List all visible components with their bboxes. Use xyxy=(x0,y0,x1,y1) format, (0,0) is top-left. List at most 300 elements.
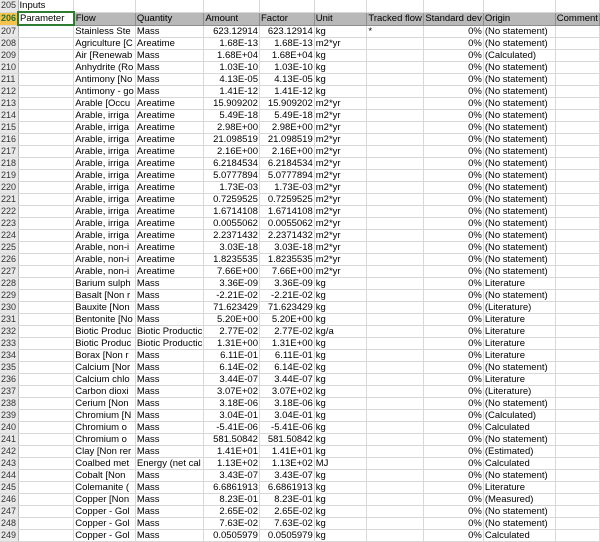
unit-cell[interactable]: kg xyxy=(314,385,367,397)
unit-cell[interactable]: m2*yr xyxy=(314,193,367,205)
header-cell-origin[interactable]: Origin xyxy=(483,12,555,25)
origin-cell[interactable]: (Calculated) xyxy=(483,409,555,421)
tracked-flow-cell[interactable] xyxy=(367,469,424,481)
factor-cell[interactable]: 581.50842 xyxy=(259,433,314,445)
amount-cell[interactable]: 6.2184534 xyxy=(204,157,260,169)
cell[interactable] xyxy=(259,0,314,12)
parameter-cell[interactable] xyxy=(18,529,74,541)
amount-cell[interactable]: 5.20E+00 xyxy=(204,313,260,325)
factor-cell[interactable]: 1.31E+00 xyxy=(259,337,314,349)
factor-cell[interactable]: 1.68E+04 xyxy=(259,49,314,61)
quantity-cell[interactable]: Areatime xyxy=(135,193,203,205)
flow-cell[interactable]: Chromium o xyxy=(74,433,136,445)
flow-cell[interactable]: Arable, irriga xyxy=(74,205,136,217)
header-cell-flow[interactable]: Flow xyxy=(74,12,136,25)
amount-cell[interactable]: -5.41E-06 xyxy=(204,421,260,433)
standard-deviation-cell[interactable]: 0% xyxy=(424,325,484,337)
row-number[interactable]: 216 xyxy=(1,133,17,144)
factor-cell[interactable]: 1.13E+02 xyxy=(259,457,314,469)
tracked-flow-cell[interactable] xyxy=(367,517,424,529)
amount-cell[interactable]: 1.6714108 xyxy=(204,205,260,217)
unit-cell[interactable]: kg xyxy=(314,469,367,481)
comment-cell[interactable] xyxy=(555,409,599,421)
parameter-cell[interactable] xyxy=(18,205,74,217)
origin-cell[interactable]: Literature xyxy=(483,313,555,325)
comment-cell[interactable] xyxy=(555,265,599,277)
comment-cell[interactable] xyxy=(555,229,599,241)
origin-cell[interactable]: (No statement) xyxy=(483,205,555,217)
unit-cell[interactable]: m2*yr xyxy=(314,217,367,229)
origin-cell[interactable]: Literature xyxy=(483,277,555,289)
parameter-cell[interactable] xyxy=(18,193,74,205)
amount-cell[interactable]: 581.50842 xyxy=(204,433,260,445)
tracked-flow-cell[interactable] xyxy=(367,157,424,169)
origin-cell[interactable]: (No statement) xyxy=(483,25,555,37)
flow-cell[interactable]: Copper - Gol xyxy=(74,505,136,517)
amount-cell[interactable]: 0.0505979 xyxy=(204,529,260,541)
origin-cell[interactable]: (No statement) xyxy=(483,217,555,229)
unit-cell[interactable]: m2*yr xyxy=(314,37,367,49)
comment-cell[interactable] xyxy=(555,133,599,145)
parameter-cell[interactable] xyxy=(18,97,74,109)
comment-cell[interactable] xyxy=(555,181,599,193)
flow-cell[interactable]: Stainless Ste xyxy=(74,25,136,37)
flow-cell[interactable]: Bauxite [Non xyxy=(74,301,136,313)
header-cell-amount[interactable]: Amount xyxy=(204,12,260,25)
factor-cell[interactable]: 2.2371432 xyxy=(259,229,314,241)
factor-cell[interactable]: 3.43E-07 xyxy=(259,469,314,481)
row-number[interactable]: 230 xyxy=(1,301,17,312)
factor-cell[interactable]: 1.68E-13 xyxy=(259,37,314,49)
origin-cell[interactable]: Literature xyxy=(483,325,555,337)
comment-cell[interactable] xyxy=(555,241,599,253)
standard-deviation-cell[interactable]: 0% xyxy=(424,37,484,49)
flow-cell[interactable]: Arable, non-i xyxy=(74,241,136,253)
row-number[interactable]: 229 xyxy=(1,289,17,300)
standard-deviation-cell[interactable]: 0% xyxy=(424,109,484,121)
standard-deviation-cell[interactable]: 0% xyxy=(424,349,484,361)
quantity-cell[interactable]: Mass xyxy=(135,25,203,37)
tracked-flow-cell[interactable] xyxy=(367,253,424,265)
parameter-cell[interactable] xyxy=(18,373,74,385)
flow-cell[interactable]: Bentonite [No xyxy=(74,313,136,325)
factor-cell[interactable]: 6.14E-02 xyxy=(259,361,314,373)
header-cell-comment[interactable]: Comment xyxy=(556,13,598,24)
tracked-flow-cell[interactable]: * xyxy=(367,25,424,37)
flow-cell[interactable]: Arable, irriga xyxy=(74,181,136,193)
parameter-cell[interactable] xyxy=(18,25,74,37)
standard-deviation-cell[interactable]: 0% xyxy=(424,157,484,169)
amount-cell[interactable]: 1.31E+00 xyxy=(204,337,260,349)
origin-cell[interactable]: (No statement) xyxy=(483,361,555,373)
quantity-cell[interactable]: Mass xyxy=(135,301,203,313)
tracked-flow-cell[interactable] xyxy=(367,433,424,445)
unit-cell[interactable]: kg xyxy=(314,25,367,37)
flow-cell[interactable]: Antimony [No xyxy=(74,73,136,85)
factor-cell[interactable]: 1.73E-03 xyxy=(259,181,314,193)
quantity-cell[interactable]: Mass xyxy=(135,349,203,361)
comment-cell[interactable] xyxy=(555,61,599,73)
flow-cell[interactable]: Arable, irriga xyxy=(74,157,136,169)
unit-cell[interactable]: kg xyxy=(314,421,367,433)
comment-cell[interactable] xyxy=(555,301,599,313)
parameter-cell[interactable] xyxy=(18,73,74,85)
parameter-cell[interactable] xyxy=(18,421,74,433)
comment-cell[interactable] xyxy=(555,421,599,433)
parameter-cell[interactable] xyxy=(18,109,74,121)
standard-deviation-cell[interactable]: 0% xyxy=(424,25,484,37)
row-number[interactable]: 208 xyxy=(1,37,17,48)
tracked-flow-cell[interactable] xyxy=(367,361,424,373)
parameter-cell[interactable] xyxy=(18,181,74,193)
amount-cell[interactable]: 1.13E+02 xyxy=(204,457,260,469)
row-number[interactable]: 246 xyxy=(1,493,17,504)
tracked-flow-cell[interactable] xyxy=(367,325,424,337)
standard-deviation-cell[interactable]: 0% xyxy=(424,289,484,301)
quantity-cell[interactable]: Areatime xyxy=(135,229,203,241)
tracked-flow-cell[interactable] xyxy=(367,529,424,541)
quantity-cell[interactable]: Areatime xyxy=(135,157,203,169)
unit-cell[interactable]: kg xyxy=(314,481,367,493)
flow-cell[interactable]: Arable, non-i xyxy=(74,265,136,277)
amount-cell[interactable]: 2.77E-02 xyxy=(204,325,260,337)
amount-cell[interactable]: 6.11E-01 xyxy=(204,349,260,361)
factor-cell[interactable]: 21.098519 xyxy=(259,133,314,145)
factor-cell[interactable]: 0.0505979 xyxy=(259,529,314,541)
amount-cell[interactable]: 6.6861913 xyxy=(204,481,260,493)
standard-deviation-cell[interactable]: 0% xyxy=(424,85,484,97)
amount-cell[interactable]: 3.07E+02 xyxy=(204,385,260,397)
row-number[interactable]: 236 xyxy=(1,373,17,384)
tracked-flow-cell[interactable] xyxy=(367,265,424,277)
origin-cell[interactable]: Literature xyxy=(483,481,555,493)
origin-cell[interactable]: (No statement) xyxy=(483,253,555,265)
amount-cell[interactable]: 2.98E+00 xyxy=(204,121,260,133)
quantity-cell[interactable]: Mass xyxy=(135,517,203,529)
tracked-flow-cell[interactable] xyxy=(367,241,424,253)
flow-cell[interactable]: Copper - Gol xyxy=(74,529,136,541)
tracked-flow-cell[interactable] xyxy=(367,397,424,409)
parameter-cell[interactable] xyxy=(18,61,74,73)
tracked-flow-cell[interactable] xyxy=(367,133,424,145)
row-number[interactable]: 240 xyxy=(1,421,17,432)
factor-cell[interactable]: -2.21E-02 xyxy=(259,289,314,301)
quantity-cell[interactable]: Mass xyxy=(135,85,203,97)
standard-deviation-cell[interactable]: 0% xyxy=(424,313,484,325)
flow-cell[interactable]: Cerium [Non xyxy=(74,397,136,409)
origin-cell[interactable]: (No statement) xyxy=(483,265,555,277)
standard-deviation-cell[interactable]: 0% xyxy=(424,493,484,505)
unit-cell[interactable]: m2*yr xyxy=(314,109,367,121)
comment-cell[interactable] xyxy=(555,205,599,217)
tracked-flow-cell[interactable] xyxy=(367,409,424,421)
parameter-cell[interactable] xyxy=(18,337,74,349)
quantity-cell[interactable]: Mass xyxy=(135,313,203,325)
quantity-cell[interactable]: Mass xyxy=(135,445,203,457)
row-number[interactable]: 210 xyxy=(1,61,17,72)
origin-cell[interactable]: Calculated xyxy=(483,421,555,433)
parameter-cell[interactable] xyxy=(18,277,74,289)
origin-cell[interactable]: (Literature) xyxy=(483,385,555,397)
unit-cell[interactable]: kg xyxy=(314,433,367,445)
standard-deviation-cell[interactable]: 0% xyxy=(424,373,484,385)
tracked-flow-cell[interactable] xyxy=(367,457,424,469)
flow-cell[interactable]: Biotic Produc xyxy=(74,325,136,337)
flow-cell[interactable]: Calcium chlo xyxy=(74,373,136,385)
parameter-cell[interactable] xyxy=(18,85,74,97)
comment-cell[interactable] xyxy=(555,313,599,325)
comment-cell[interactable] xyxy=(555,25,599,37)
amount-cell[interactable]: 21.098519 xyxy=(204,133,260,145)
standard-deviation-cell[interactable]: 0% xyxy=(424,517,484,529)
comment-cell[interactable] xyxy=(555,361,599,373)
flow-cell[interactable]: Copper [Non xyxy=(74,493,136,505)
quantity-cell[interactable]: Areatime xyxy=(135,253,203,265)
quantity-cell[interactable]: Areatime xyxy=(135,241,203,253)
flow-cell[interactable]: Barium sulph xyxy=(74,277,136,289)
quantity-cell[interactable]: Energy (net cal xyxy=(135,457,203,469)
factor-cell[interactable]: 623.12914 xyxy=(259,25,314,37)
unit-cell[interactable]: kg/a xyxy=(314,325,367,337)
unit-cell[interactable]: kg xyxy=(314,49,367,61)
unit-cell[interactable]: kg xyxy=(314,445,367,457)
unit-cell[interactable]: kg xyxy=(314,313,367,325)
factor-cell[interactable]: 3.18E-06 xyxy=(259,397,314,409)
row-number[interactable]: 220 xyxy=(1,181,17,192)
parameter-cell[interactable] xyxy=(18,409,74,421)
factor-cell[interactable]: 6.11E-01 xyxy=(259,349,314,361)
standard-deviation-cell[interactable]: 0% xyxy=(424,361,484,373)
parameter-cell[interactable] xyxy=(18,481,74,493)
quantity-cell[interactable]: Mass xyxy=(135,73,203,85)
flow-cell[interactable]: Agriculture [C xyxy=(74,37,136,49)
parameter-cell[interactable] xyxy=(18,457,74,469)
cell[interactable] xyxy=(555,0,599,12)
standard-deviation-cell[interactable]: 0% xyxy=(424,241,484,253)
unit-cell[interactable]: kg xyxy=(314,517,367,529)
quantity-cell[interactable]: Mass xyxy=(135,469,203,481)
row-number[interactable]: 228 xyxy=(1,277,17,288)
quantity-cell[interactable]: Areatime xyxy=(135,205,203,217)
standard-deviation-cell[interactable]: 0% xyxy=(424,193,484,205)
amount-cell[interactable]: 1.03E-10 xyxy=(204,61,260,73)
header-cell-quantity[interactable]: Quantity xyxy=(135,12,203,25)
unit-cell[interactable]: kg xyxy=(314,289,367,301)
tracked-flow-cell[interactable] xyxy=(367,145,424,157)
standard-deviation-cell[interactable]: 0% xyxy=(424,217,484,229)
cell[interactable] xyxy=(367,0,424,12)
amount-cell[interactable]: 5.49E-18 xyxy=(204,109,260,121)
quantity-cell[interactable]: Mass xyxy=(135,61,203,73)
factor-cell[interactable]: 8.23E-01 xyxy=(259,493,314,505)
flow-cell[interactable]: Anhydrite (Ro xyxy=(74,61,136,73)
unit-cell[interactable]: kg xyxy=(314,85,367,97)
row-number[interactable]: 234 xyxy=(1,349,17,360)
flow-cell[interactable]: Chromium o xyxy=(74,421,136,433)
header-cell-tracked-flow[interactable]: Tracked flow xyxy=(368,13,422,24)
parameter-cell[interactable] xyxy=(18,121,74,133)
origin-cell[interactable]: (No statement) xyxy=(483,73,555,85)
tracked-flow-cell[interactable] xyxy=(367,277,424,289)
parameter-cell[interactable] xyxy=(18,385,74,397)
row-number[interactable]: 214 xyxy=(1,109,17,120)
flow-cell[interactable]: Borax [Non r xyxy=(74,349,136,361)
flow-cell[interactable]: Coalbed met xyxy=(74,457,136,469)
comment-cell[interactable] xyxy=(555,217,599,229)
unit-cell[interactable]: m2*yr xyxy=(314,145,367,157)
amount-cell[interactable]: 15.909202 xyxy=(204,97,260,109)
amount-cell[interactable]: -2.21E-02 xyxy=(204,289,260,301)
cell[interactable] xyxy=(204,0,260,12)
standard-deviation-cell[interactable]: 0% xyxy=(424,73,484,85)
amount-cell[interactable]: 2.2371432 xyxy=(204,229,260,241)
amount-cell[interactable]: 7.63E-02 xyxy=(204,517,260,529)
origin-cell[interactable]: (No statement) xyxy=(483,85,555,97)
parameter-cell[interactable] xyxy=(18,241,74,253)
factor-cell[interactable]: 1.41E-12 xyxy=(259,85,314,97)
unit-cell[interactable]: m2*yr xyxy=(314,265,367,277)
factor-cell[interactable]: 2.77E-02 xyxy=(259,325,314,337)
parameter-cell[interactable] xyxy=(18,37,74,49)
tracked-flow-cell[interactable] xyxy=(367,169,424,181)
comment-cell[interactable] xyxy=(555,277,599,289)
row-number[interactable]: 213 xyxy=(1,97,17,108)
row-number[interactable]: 227 xyxy=(1,265,17,276)
quantity-cell[interactable]: Areatime xyxy=(135,109,203,121)
standard-deviation-cell[interactable]: 0% xyxy=(424,337,484,349)
cell[interactable] xyxy=(74,0,136,12)
origin-cell[interactable]: (Calculated) xyxy=(483,49,555,61)
tracked-flow-cell[interactable] xyxy=(367,373,424,385)
flow-cell[interactable]: Cobalt [Non xyxy=(74,469,136,481)
tracked-flow-cell[interactable] xyxy=(367,229,424,241)
amount-cell[interactable]: 1.41E+01 xyxy=(204,445,260,457)
flow-cell[interactable]: Arable, irriga xyxy=(74,169,136,181)
comment-cell[interactable] xyxy=(555,325,599,337)
tracked-flow-cell[interactable] xyxy=(367,421,424,433)
factor-cell[interactable]: 6.6861913 xyxy=(259,481,314,493)
unit-cell[interactable]: kg xyxy=(314,409,367,421)
factor-cell[interactable]: 7.63E-02 xyxy=(259,517,314,529)
comment-cell[interactable] xyxy=(555,481,599,493)
comment-cell[interactable] xyxy=(555,469,599,481)
tracked-flow-cell[interactable] xyxy=(367,481,424,493)
tracked-flow-cell[interactable] xyxy=(367,301,424,313)
factor-cell[interactable]: 15.909202 xyxy=(259,97,314,109)
standard-deviation-cell[interactable]: 0% xyxy=(424,421,484,433)
flow-cell[interactable]: Air [Renewab xyxy=(74,49,136,61)
tracked-flow-cell[interactable] xyxy=(367,385,424,397)
standard-deviation-cell[interactable]: 0% xyxy=(424,121,484,133)
row-number[interactable]: 231 xyxy=(1,313,17,324)
factor-cell[interactable]: 1.6714108 xyxy=(259,205,314,217)
quantity-cell[interactable]: Mass xyxy=(135,493,203,505)
comment-cell[interactable] xyxy=(555,517,599,529)
unit-cell[interactable]: kg xyxy=(314,529,367,541)
origin-cell[interactable]: (No statement) xyxy=(483,229,555,241)
parameter-cell[interactable] xyxy=(18,493,74,505)
row-number[interactable]: 223 xyxy=(1,217,17,228)
origin-cell[interactable]: (No statement) xyxy=(483,169,555,181)
parameter-cell[interactable] xyxy=(18,289,74,301)
row-number[interactable]: 207 xyxy=(1,25,17,36)
amount-cell[interactable]: 8.23E-01 xyxy=(204,493,260,505)
unit-cell[interactable]: m2*yr xyxy=(314,121,367,133)
standard-deviation-cell[interactable]: 0% xyxy=(424,433,484,445)
quantity-cell[interactable]: Mass xyxy=(135,433,203,445)
factor-cell[interactable]: 5.0777894 xyxy=(259,169,314,181)
row-number[interactable]: 225 xyxy=(1,241,17,252)
quantity-cell[interactable]: Mass xyxy=(135,397,203,409)
factor-cell[interactable]: -5.41E-06 xyxy=(259,421,314,433)
quantity-cell[interactable]: Biotic Productic xyxy=(136,325,203,337)
amount-cell[interactable]: 5.0777894 xyxy=(204,169,260,181)
tracked-flow-cell[interactable] xyxy=(367,49,424,61)
header-cell-unit[interactable]: Unit xyxy=(314,12,367,25)
parameter-cell[interactable] xyxy=(18,445,74,457)
quantity-cell[interactable]: Areatime xyxy=(135,181,203,193)
parameter-cell[interactable] xyxy=(18,157,74,169)
flow-cell[interactable]: Arable, irriga xyxy=(74,121,136,133)
tracked-flow-cell[interactable] xyxy=(367,37,424,49)
factor-cell[interactable]: 7.66E+00 xyxy=(259,265,314,277)
flow-cell[interactable]: Colemanite ( xyxy=(74,481,136,493)
origin-cell[interactable]: (No statement) xyxy=(483,121,555,133)
unit-cell[interactable]: kg xyxy=(314,505,367,517)
parameter-cell[interactable] xyxy=(18,325,74,337)
origin-cell[interactable]: (No statement) xyxy=(483,145,555,157)
row-number[interactable]: 245 xyxy=(1,481,17,492)
origin-cell[interactable]: (No statement) xyxy=(483,397,555,409)
unit-cell[interactable]: m2*yr xyxy=(314,229,367,241)
factor-cell[interactable]: 2.16E+00 xyxy=(259,145,314,157)
origin-cell[interactable]: (No statement) xyxy=(483,433,555,445)
factor-cell[interactable]: 3.36E-09 xyxy=(259,277,314,289)
comment-cell[interactable] xyxy=(555,145,599,157)
unit-cell[interactable]: m2*yr xyxy=(314,241,367,253)
origin-cell[interactable]: (No statement) xyxy=(483,109,555,121)
unit-cell[interactable]: kg xyxy=(314,397,367,409)
section-label-cell[interactable]: Inputs xyxy=(18,0,74,12)
amount-cell[interactable]: 3.03E-18 xyxy=(204,241,260,253)
cell[interactable] xyxy=(314,0,367,12)
origin-cell[interactable]: (No statement) xyxy=(483,193,555,205)
comment-cell[interactable] xyxy=(555,37,599,49)
flow-cell[interactable]: Antimony - go xyxy=(75,85,134,97)
standard-deviation-cell[interactable]: 0% xyxy=(424,409,484,421)
factor-cell[interactable]: 6.2184534 xyxy=(259,157,314,169)
comment-cell[interactable] xyxy=(555,529,599,541)
standard-deviation-cell[interactable]: 0% xyxy=(424,385,484,397)
origin-cell[interactable]: (Literature) xyxy=(483,301,555,313)
comment-cell[interactable] xyxy=(555,349,599,361)
tracked-flow-cell[interactable] xyxy=(367,61,424,73)
standard-deviation-cell[interactable]: 0% xyxy=(424,481,484,493)
row-number[interactable]: 217 xyxy=(1,145,17,156)
quantity-cell[interactable]: Areatime xyxy=(135,145,203,157)
flow-cell[interactable]: Arable, irriga xyxy=(74,193,136,205)
row-number[interactable]: 226 xyxy=(1,253,17,264)
standard-deviation-cell[interactable]: 0% xyxy=(424,505,484,517)
quantity-cell[interactable]: Areatime xyxy=(135,121,203,133)
standard-deviation-cell[interactable]: 0% xyxy=(424,469,484,481)
flow-cell[interactable]: Basalt [Non r xyxy=(74,289,136,301)
tracked-flow-cell[interactable] xyxy=(367,493,424,505)
parameter-cell[interactable] xyxy=(18,145,74,157)
parameter-cell[interactable] xyxy=(18,49,74,61)
cell[interactable] xyxy=(135,0,203,12)
standard-deviation-cell[interactable]: 0% xyxy=(424,97,484,109)
